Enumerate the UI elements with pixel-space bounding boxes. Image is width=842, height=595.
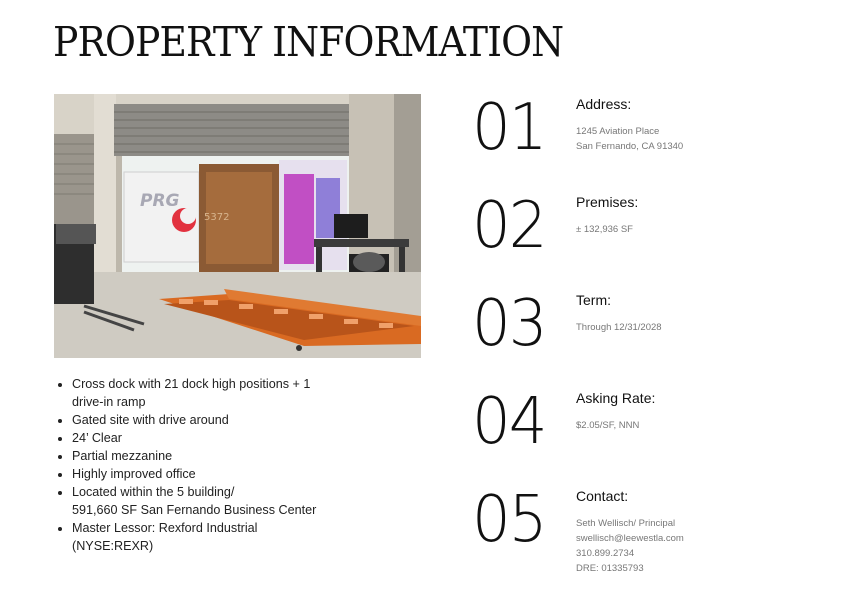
property-photo	[54, 94, 421, 358]
trailer-brand-text: PRG	[140, 191, 180, 211]
page-title: PROPERTY INFORMATION	[53, 18, 564, 66]
item-value: ± 132,936 SF	[576, 224, 633, 235]
contact-phone[interactable]: 310.899.2734	[576, 548, 635, 559]
item-value: Seth Wellisch/ Principal swellisch@leewestla.com 310.899.2734 DRE: 01335793	[576, 518, 684, 574]
item-number: 05	[472, 483, 546, 557]
feature-list	[54, 375, 372, 555]
item-number: 02	[472, 189, 546, 263]
trailer-number-text: 5372	[204, 212, 230, 223]
list-item: • Located within the 5 building/ 591,660 SF San Fernando Business Center	[72, 483, 372, 519]
item-value: 1245 Aviation Place San Fernando, CA 91340	[576, 126, 684, 152]
contact-email[interactable]: swellisch@leewestla.com	[576, 533, 684, 544]
list-item: • 24’ Clear	[72, 429, 372, 447]
item-label: Asking Rate:	[576, 390, 656, 406]
item-label: Term:	[576, 292, 611, 308]
item-number: 01	[472, 91, 546, 165]
list-item: • Partial mezzanine	[72, 447, 372, 465]
item-label: Address:	[576, 96, 632, 112]
list-item: • Highly improved office	[72, 465, 372, 483]
item-number: 03	[472, 287, 546, 361]
item-value: Through 12/31/2028	[576, 322, 662, 333]
item-value: $2.05/SF, NNN	[576, 420, 640, 431]
list-item: • Cross dock with 21 dock high positions + 1 drive-in ramp	[72, 375, 372, 411]
list-item: • Gated site with drive around	[72, 411, 372, 429]
item-label: Contact:	[576, 488, 629, 504]
item-label: Premises:	[576, 194, 639, 210]
list-item: • Master Lessor: Rexford Industrial (NYSE:REXR)	[72, 519, 372, 555]
item-number: 04	[472, 385, 546, 459]
